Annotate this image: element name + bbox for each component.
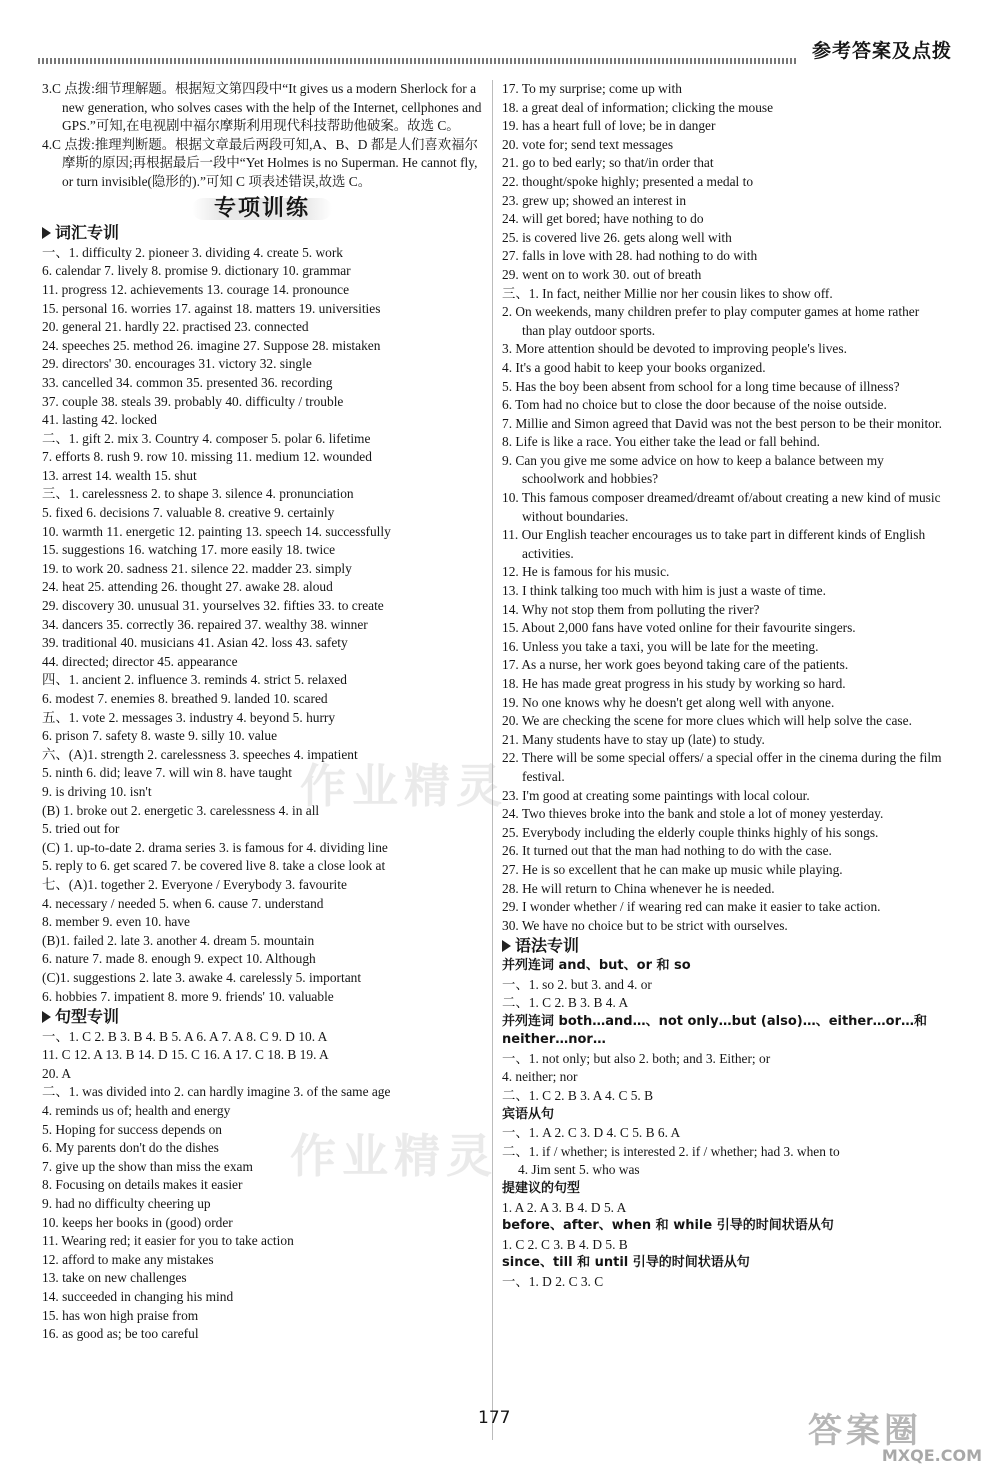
header-dotted-rule xyxy=(38,58,798,64)
sentence-answer: 3. More attention should be devoted to improving people's lives. xyxy=(502,341,847,357)
answer-line: 10. warmth 11. energetic 12. painting 13. speech 14. successfully xyxy=(42,523,391,539)
answer-line: 25. is covered live 26. gets along well with xyxy=(502,229,732,245)
answer-line: 23. grew up; showed an interest in xyxy=(502,192,687,208)
answer-line: 44. directed; director 45. appearance xyxy=(42,653,238,669)
answer-line: 19. has a heart full of love; be in danger xyxy=(502,118,716,134)
answer-line: 六、(A)1. strength 2. carelessness 3. speeches 4. impatient xyxy=(42,746,358,762)
grammar-topic: 并列连词 and、but、or 和 so xyxy=(502,957,691,973)
watermark-url: MXQE.COM xyxy=(881,1446,982,1465)
answer-line: 16. as good as; be too careful xyxy=(42,1326,199,1342)
vocab-heading: 词汇专训 xyxy=(42,224,482,243)
sentence-answer: 14. Why not stop them from polluting the river? xyxy=(502,601,760,617)
grammar-topic: 提建议的句型 xyxy=(502,1181,581,1197)
answer-line: 5. tried out for xyxy=(42,821,120,837)
sentence-answer: 25. Everybody including the elderly couple thinks highly of his songs. xyxy=(502,824,879,840)
answer-line: 4. necessary / needed 5. when 6. cause 7. understand xyxy=(42,895,324,911)
answer-line: 6. nature 7. made 8. enough 9. expect 10. Although xyxy=(42,951,316,967)
sentence-answer: 24. Two thieves broke into the bank and stole a lot of money yesterday. xyxy=(502,806,884,822)
answer-line: 二、1. was divided into 2. can hardly imagine 3. of the same age xyxy=(42,1084,391,1100)
answer-line: 4. Jim sent 5. who was xyxy=(518,1162,640,1178)
answer-line: 12. afford to make any mistakes xyxy=(42,1251,214,1267)
answer-line: 37. couple 38. steals 39. probably 40. difficulty / trouble xyxy=(42,393,344,409)
answer-line: (C) 1. up-to-date 2. drama series 3. is famous for 4. dividing line xyxy=(42,839,388,855)
sentence-answer: 17. As a nurse, her work goes beyond taking care of the patients. xyxy=(502,657,849,673)
answer-line: 8. Focusing on details makes it easier xyxy=(42,1177,243,1193)
grammar-topic: 宾语从句 xyxy=(502,1106,555,1122)
answer-line: 6. My parents don't do the dishes xyxy=(42,1140,219,1156)
answer-line: 一、1. D 2. C 3. C xyxy=(502,1274,604,1289)
answer-line: 9. had no difficulty cheering up xyxy=(42,1196,211,1212)
sentence-heading: 句型专训 xyxy=(42,1008,482,1027)
answer-line: 1. A 2. A 3. B 4. D 5. A xyxy=(502,1199,627,1215)
sentence-answer: 20. We are checking the scene for more clues which will help solve the case. xyxy=(502,713,912,729)
sentence-answer: 27. He is so excellent that he can make up music while playing. xyxy=(502,861,843,877)
answer-line: 6. calendar 7. lively 8. promise 9. dictionary 10. grammar xyxy=(42,263,351,279)
sentence-answer: 12. He is famous for his music. xyxy=(502,564,670,580)
sentence-answer: 10. This famous composer dreamed/dreamt of/about creating a new kind of music without boundaries. xyxy=(502,490,941,524)
answer-line: 15. has won high praise from xyxy=(42,1307,199,1323)
sentence-answer: 22. There will be some special offers/ a special offer in the cinema during the film festival. xyxy=(502,750,942,784)
answer-line: 15. personal 16. worries 17. against 18. matters 19. universities xyxy=(42,300,381,316)
answer-line: 33. cancelled 34. common 35. presented 36. recording xyxy=(42,374,333,390)
answer-line: 四、1. ancient 2. influence 3. reminds 4. strict 5. relaxed xyxy=(42,672,347,688)
watermark-text: 作业精灵 xyxy=(300,759,508,813)
answer-line: 5. ninth 6. did; leave 7. will win 8. have taught xyxy=(42,765,292,781)
answer-line: 34. dancers 35. correctly 36. repaired 37. wealthy 38. winner xyxy=(42,616,368,632)
sentence-answer: 19. No one knows why he doesn't get along well with anyone. xyxy=(502,694,835,710)
answer-paragraph: 3.C 点拨:细节理解题。根据短文第四段中“It gives us a modern Sherlock for a new generation, who solves cases with the help of the Internet, cellphones and GPS.”可知,在电视剧中福尔摩斯利用现代科技帮助他破案。故选 C。 xyxy=(42,81,482,134)
answer-line: 27. falls in love with 28. had nothing to do with xyxy=(502,248,758,264)
answer-line: 二、1. C 2. B 3. B 4. A xyxy=(502,995,629,1011)
answer-line: 11. progress 12. achievements 13. courage 14. pronounce xyxy=(42,281,350,297)
answer-line: 5. fixed 6. decisions 7. valuable 8. creative 9. certainly xyxy=(42,505,335,521)
grammar-topic: before、after、when 和 while 引导的时间状语从句 xyxy=(502,1218,834,1234)
watermark-logo xyxy=(808,1403,988,1463)
answer-line: 21. go to bed early; so that/in order that xyxy=(502,155,714,171)
answer-line: 五、1. vote 2. messages 3. industry 4. beyond 5. hurry xyxy=(42,709,336,725)
answer-line: 20. A xyxy=(42,1065,72,1081)
answer-line: 6. modest 7. enemies 8. breathed 9. landed 10. scared xyxy=(42,691,328,706)
answer-line: (B) 1. broke out 2. energetic 3. carelessness 4. in all xyxy=(42,802,320,818)
sentence-answer: 30. We have no choice but to be strict with ourselves. xyxy=(502,917,788,933)
watermark-logo-text: 答案圈 xyxy=(808,1411,922,1451)
answer-line: 4. reminds us of; health and energy xyxy=(42,1103,231,1119)
answer-line: 一、1. so 2. but 3. and 4. or xyxy=(502,976,652,992)
answer-line: (C)1. suggestions 2. late 3. awake 4. carelessly 5. important xyxy=(42,969,362,985)
triangle-icon xyxy=(502,940,511,952)
sentence-answer: 15. About 2,000 fans have voted online for their favourite singers. xyxy=(502,620,856,636)
answer-line: 8. member 9. even 10. have xyxy=(42,914,190,930)
grammar-topic: 并列连词 both…and…、not only…but (also)…、either…or…和 neither…nor… xyxy=(502,1013,928,1048)
answer-line: 24. will get bored; have nothing to do xyxy=(502,211,704,227)
sentence-answer: 5. Has the boy been absent from school for a long time because of illness? xyxy=(502,378,900,394)
answer-line: 11. C 12. A 13. B 14. D 15. C 16. A 17. C 18. B 19. A xyxy=(42,1047,329,1063)
answer-line: 41. lasting 42. locked xyxy=(42,412,157,428)
sentence-answer: 9. Can you give me some advice on how to keep a balance between my schoolwork and hobbies? xyxy=(502,452,884,487)
sentence-answer: 23. I'm good at creating some paintings with local colour. xyxy=(502,787,810,803)
answer-line: 19. to work 20. sadness 21. silence 22. madder 23. simply xyxy=(42,560,352,576)
section-title: 专项训练 xyxy=(192,198,332,221)
vocab-list xyxy=(42,244,482,1006)
sentence-answer: 16. Unless you take a taxi, you will be late for the meeting. xyxy=(502,638,819,654)
sentence-answer: 7. Millie and Simon agreed that David was not the best person to be their monitor. xyxy=(502,415,942,431)
answer-line: (B)1. failed 2. late 3. another 4. dream 5. mountain xyxy=(42,932,315,948)
answer-line: 22. thought/spoke highly; presented a medal to xyxy=(502,173,754,189)
answer-line: 一、1. A 2. C 3. D 4. C 5. B 6. A xyxy=(502,1125,681,1141)
header-title: 参考答案及点拨 xyxy=(811,40,952,62)
watermark-text: 作业精灵 xyxy=(290,1129,498,1183)
answer-line: 29. went on to work 30. out of breath xyxy=(502,266,702,282)
answer-line: 三、1. carelessness 2. to shape 3. silence 4. pronunciation xyxy=(42,486,354,502)
answer-line: 39. traditional 40. musicians 41. Asian 42. loss 43. safety xyxy=(42,635,348,651)
sentence-answer: 三、1. In fact, neither Millie nor her cousin likes to show off. xyxy=(502,285,833,301)
answer-line: 一、1. not only; but also 2. both; and 3. Either; or xyxy=(502,1050,771,1066)
answer-line: 24. speeches 25. method 26. imagine 27. Suppose 28. mistaken xyxy=(42,337,381,353)
answer-line: 29. discovery 30. unusual 31. yourselves 32. fifties 33. to create xyxy=(42,598,384,614)
answer-line: 6. hobbies 7. impatient 8. more 9. friends' 10. valuable xyxy=(42,988,334,1004)
sentence-answer: 21. Many students have to stay up (late) to study. xyxy=(502,731,765,747)
answer-line: 10. keeps her books in (good) order xyxy=(42,1214,233,1230)
answer-line: 29. directors' 30. encourages 31. victory 32. single xyxy=(42,356,312,372)
answer-line: 11. Wearing red; it easier for you to take action xyxy=(42,1233,294,1249)
answer-line: 一、1. difficulty 2. pioneer 3. dividing 4. create 5. work xyxy=(42,244,343,260)
triangle-icon xyxy=(42,227,51,239)
sentence-answer: 2. On weekends, many children prefer to play computer games at home rather than play outdoor sports. xyxy=(502,304,920,338)
answer-line: 4. neither; nor xyxy=(502,1069,578,1085)
answer-line: 13. arrest 14. wealth 15. shut xyxy=(42,467,197,483)
sentence-answer: 4. It's a good habit to keep your books organized. xyxy=(502,359,766,375)
answer-line: 5. reply to 6. get scared 7. be covered live 8. take a close look at xyxy=(42,858,386,874)
answer-line: 20. vote for; send text messages xyxy=(502,136,674,152)
triangle-icon xyxy=(42,1011,51,1023)
sentence-answer: 26. It turned out that the man had nothing to do with the case. xyxy=(502,843,832,859)
answer-line: 15. suggestions 16. watching 17. more easily 18. twice xyxy=(42,542,336,558)
answer-paragraph: 4.C 点拨:推理判断题。根据文章最后两段可知,A、B、D 都是人们喜欢福尔摩斯的原因;再根据最后一段中“Yet Holmes is no Superman. He cannot fly, or turn invisible(隐形的).”可知 C 项表述错误,故选 C。 xyxy=(42,136,478,189)
answer-line: 24. heat 25. attending 26. thought 27. awake 28. aloud xyxy=(42,579,333,595)
answer-line: 14. succeeded in changing his mind xyxy=(42,1289,234,1304)
answer-line: 20. general 21. hardly 22. practised 23. connected xyxy=(42,319,309,335)
grammar-topic: since、till 和 until 引导的时间状语从句 xyxy=(502,1255,750,1271)
answer-line: 二、1. gift 2. mix 3. Country 4. composer 5. polar 6. lifetime xyxy=(42,430,371,446)
answer-line: 二、1. if / whether; is interested 2. if / whether; had 3. when to xyxy=(502,1143,840,1159)
answer-line: 7. give up the show than miss the exam xyxy=(42,1158,253,1174)
sentence-answer: 11. Our English teacher encourages us to take part in different kinds of English activities. xyxy=(502,527,926,561)
answer-line: 9. is driving 10. isn't xyxy=(42,783,152,799)
page-number: 177 xyxy=(478,1408,511,1428)
right-column xyxy=(502,80,942,1292)
answer-line: 5. Hoping for success depends on xyxy=(42,1121,222,1137)
answer-line: 1. C 2. C 3. B 4. D 5. B xyxy=(502,1236,628,1252)
sentence-answer: 18. He has made great progress in his study by working so hard. xyxy=(502,676,846,691)
sentence-answer: 6. Tom had no choice but to close the door because of the noise outside. xyxy=(502,397,887,413)
answer-line: 一、1. C 2. B 3. B 4. B 5. A 6. A 7. A 8. C 9. D 10. A xyxy=(42,1028,328,1044)
answer-line: 6. prison 7. safety 8. waste 9. silly 10. value xyxy=(42,728,278,744)
grammar-heading: 语法专训 xyxy=(502,937,942,956)
answer-line: 七、(A)1. together 2. Everyone / Everybody 3. favourite xyxy=(42,876,347,892)
answer-line: 13. take on new challenges xyxy=(42,1270,187,1286)
sentence-answer: 28. He will return to China whenever he is needed. xyxy=(502,880,775,896)
sentence-answer: 13. I think talking too much with him is just a waste of time. xyxy=(502,583,826,599)
answer-line: 7. efforts 8. rush 9. row 10. missing 11. medium 12. wounded xyxy=(42,449,372,465)
sentence-answer: 8. Life is like a race. You either take the lead or fall behind. xyxy=(502,434,820,450)
answer-line: 17. To my surprise; come up with xyxy=(502,81,682,96)
answer-line: 二、1. C 2. B 3. A 4. C 5. B xyxy=(502,1088,654,1104)
answer-line: 18. a great deal of information; clicking the mouse xyxy=(502,99,774,115)
sentence-answer: 29. I wonder whether / if wearing red can make it easier to take action. xyxy=(502,899,881,915)
